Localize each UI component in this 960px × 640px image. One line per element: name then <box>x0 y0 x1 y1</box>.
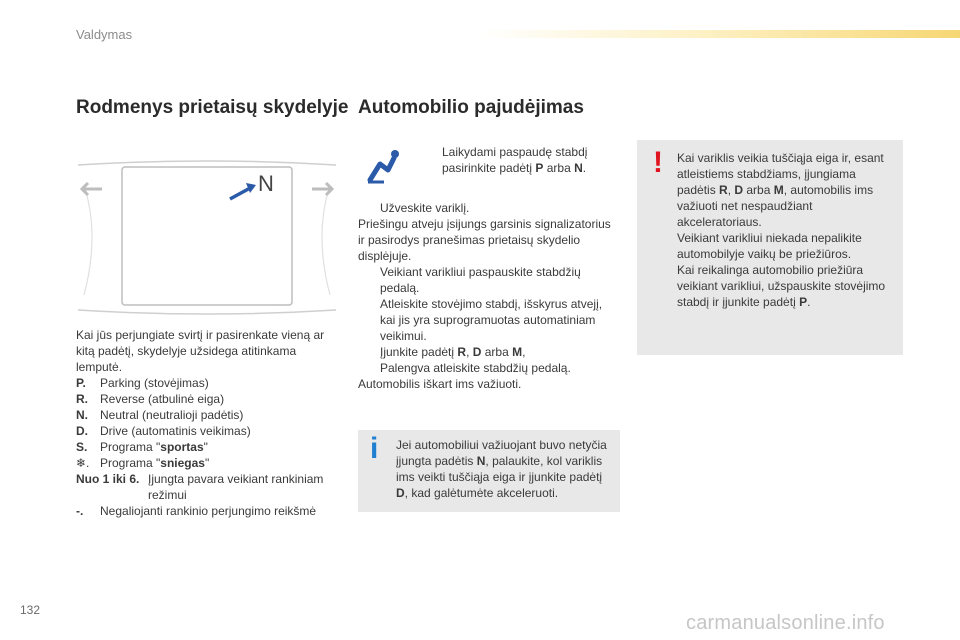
bullet-icon <box>358 344 380 360</box>
list-item-gears: Nuo 1 iki 6. Įjungta pavara veikiant rankiniam režimui <box>76 472 324 502</box>
right-section-title: Automobilio pajudėjimas <box>358 97 584 118</box>
section-label: Valdymas <box>76 27 133 42</box>
step-1: Laikydami paspaudę stabdį pasirinkite padėtį P arba N. <box>420 144 595 176</box>
info-box <box>358 430 620 512</box>
bullet-icon <box>358 264 380 296</box>
info-icon: i <box>370 432 379 465</box>
bullet-icon <box>358 200 380 216</box>
warning-box <box>637 140 903 355</box>
list-item: D. Drive (automatinis veikimas) <box>76 424 251 438</box>
step-5: Įjunkite padėtį R, D arba M, <box>358 344 620 360</box>
header-accent-bar <box>480 30 960 38</box>
warning-icon: ! <box>653 146 663 179</box>
bullet-icon <box>420 144 442 176</box>
step-6: Palengva atleiskite stabdžių pedalą. <box>358 360 620 376</box>
list-item: P. Parking (stovėjimas) <box>76 376 209 390</box>
left-body <box>76 327 338 519</box>
arrow-left-icon <box>82 183 102 195</box>
display-gear-letter: N <box>258 171 274 196</box>
warning-text: Kai variklis veikia tuščiąja eiga ir, esant atleistiems stabdžiams, įjungiama padėtis R, D arba M, automobilis ims važiuoti net nespaudžiant akceleratoriaus. Veikiant varikliui niekada nepalikite automobilyje vaikų be priežiūros. Kai reikalinga automobilio priežiūra veikiant varikliui, užspauskite stovėjimo stabdį ir įjunkite padėtį P. <box>677 151 886 309</box>
list-item-invalid: -. Negaliojanti rankinio perjungimo reikšmė <box>76 504 317 518</box>
instrument-panel-illustration <box>76 155 338 320</box>
list-item: N. Neutral (neutralioji padėtis) <box>76 408 244 422</box>
list-item: R. Reverse (atbulinė eiga) <box>76 392 225 406</box>
instrument-panel-svg <box>76 155 338 320</box>
brake-pedal-icon <box>364 146 404 186</box>
bullet-icon <box>358 296 380 344</box>
info-text: Jei automobiliui važiuojant buvo netyčia įjungta padėtis N, palaukite, kol variklis ims veikti tuščiąja eiga ir įjunkite padėtį D, kad galėtumėte akceleruoti. <box>396 438 607 500</box>
step-4: Atleiskite stovėjimo stabdį, išskyrus atvejį, kai jis yra suprogramuotas automatiniam veikimui. <box>358 296 620 344</box>
steps-body <box>358 200 620 392</box>
list-item-sport: S. Programa "sportas" <box>76 440 208 454</box>
intro-text: Kai jūs perjungiate svirtį ir pasirenkate vieną ar kitą padėtį, skydelyje užsidega atitinkama lemputė. <box>76 328 325 374</box>
left-section-title: Rodmenys prietaisų skydelyje <box>76 97 349 118</box>
page-number: 132 <box>20 603 41 617</box>
list-item-snow: ❄. Programa "sniegas" <box>76 456 210 470</box>
step-2-note: Priešingu atveju įsijungs garsinis signalizatorius ir pasirodys pranešimas prietaisų skydelio displėjuje. <box>358 217 611 263</box>
bullet-icon <box>358 360 380 376</box>
arrow-right-icon <box>312 183 332 195</box>
step-3: Veikiant varikliui paspauskite stabdžių pedalą. <box>358 264 620 296</box>
step-2: Užveskite variklį. <box>358 200 620 216</box>
snowflake-icon: ❄. <box>76 456 90 470</box>
step-6-note: Automobilis iškart ims važiuoti. <box>358 377 522 391</box>
watermark: carmanualsonline.info <box>686 612 885 634</box>
